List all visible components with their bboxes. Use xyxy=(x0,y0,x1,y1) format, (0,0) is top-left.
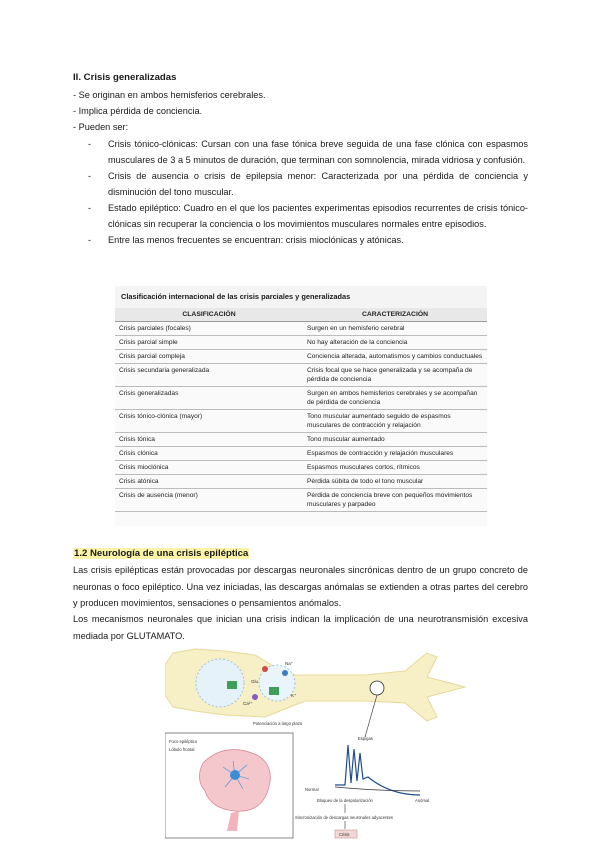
column-header: CARACTERIZACIÓN xyxy=(303,308,487,322)
table-row xyxy=(115,489,487,512)
ion-icon xyxy=(262,666,268,672)
characterization-cell: Tono muscular aumentado seguido de espasmos musculares de contracción y relajación xyxy=(303,410,487,433)
list-dash: - xyxy=(88,139,92,149)
foco-label: Foco epiléptico xyxy=(169,739,198,744)
list-item-text: Estado epiléptico: Cuadro en el que los pacientes experimentas episodios recurrentes de crisis tónico-clónicas sin recuperar la conciencia o los movimientos musculares normales entre episodios. xyxy=(108,203,528,229)
section-line: - Se originan en ambos hemisferios cerebrales. xyxy=(73,90,266,100)
receptor-icon xyxy=(227,681,237,689)
table-title: Clasificación internacional de las crisis parciales y generalizadas xyxy=(115,286,487,308)
classification-cell: Crisis secundaria generalizada xyxy=(115,364,303,387)
paragraph: Las crisis epilépticas están provocadas por descargas neuronales sincrónicas dentro de un grupo concreto de neuronas o foco epiléptico. Una vez iniciadas, las descargas anómalas se extienden a otras partes del cerebro y producen movimientos, sensaciones o pensamientos anómalos. xyxy=(73,565,528,608)
table-header-row xyxy=(115,308,487,322)
ltp-label: Potenciación a largo plazo xyxy=(253,721,303,726)
neuron-diagram xyxy=(165,645,470,840)
classification-table xyxy=(115,308,487,512)
characterization-cell: Pérdida de conciencia breve con pequeños movimientos musculares y parpadeo xyxy=(303,489,487,512)
table-row xyxy=(115,433,487,447)
table-row xyxy=(115,322,487,336)
section-title: II. Crisis generalizadas xyxy=(73,72,177,83)
spikes-label: Espigas xyxy=(358,736,373,741)
normal-label: Normal xyxy=(305,787,319,792)
table-row xyxy=(115,336,487,350)
list-item xyxy=(88,200,528,232)
na-label: Na⁺ xyxy=(285,661,294,666)
characterization-cell: Tono muscular aumentado xyxy=(303,433,487,447)
section-line: - Pueden ser: xyxy=(73,122,129,132)
classification-cell: Crisis mioclónica xyxy=(115,461,303,475)
ca-label: Ca²⁺ xyxy=(243,701,253,706)
list-item-text: Crisis de ausencia o crisis de epilepsia menor: Caracterizada por una pérdida de conciencia y disminución del tono muscular. xyxy=(108,171,528,197)
characterization-cell: Surgen en ambos hemisferios cerebrales y se acompañan de pérdida de conciencia xyxy=(303,387,487,410)
block-label: Bloqueo de la despolarización xyxy=(317,798,373,803)
table-row xyxy=(115,475,487,489)
abnormal-label: Anómal xyxy=(415,798,430,803)
classification-cell: Crisis parcial compleja xyxy=(115,350,303,364)
characterization-cell: Crisis focal que se hace generalizada y se acompaña de pérdida de conciencia xyxy=(303,364,487,387)
epileptic-mechanism-figure xyxy=(165,645,470,840)
electrode-icon xyxy=(370,681,384,695)
sync-label: Sincronización de descargas neuronales adyacentes xyxy=(295,815,394,820)
classification-cell: Crisis de ausencia (menor) xyxy=(115,489,303,512)
crisis-label: Crisis xyxy=(339,832,350,837)
normal-trace xyxy=(335,787,420,791)
characterization-cell: Espasmos de contracción y relajación musculares xyxy=(303,447,487,461)
classification-cell: Crisis tónico-clónica (mayor) xyxy=(115,410,303,433)
list-dash: - xyxy=(88,235,92,245)
list-dash: - xyxy=(88,203,92,213)
paragraph: Los mecanismos neuronales que inician una crisis indican la implicación de una neurotransmisión excesiva mediada por GLUTAMATO. xyxy=(73,614,528,641)
characterization-cell: Pérdida súbita de todo el tono muscular xyxy=(303,475,487,489)
classification-cell: Crisis generalizadas xyxy=(115,387,303,410)
characterization-cell: Surgen en un hemisferio cerebral xyxy=(303,322,487,336)
ion-icon xyxy=(252,694,258,700)
classification-cell: Crisis tónica xyxy=(115,433,303,447)
section-line: - Implica pérdida de conciencia. xyxy=(73,106,203,116)
classification-cell: Crisis parciales (focales) xyxy=(115,322,303,336)
subsection-title: 1.2 Neurología de una crisis epiléptica xyxy=(74,548,249,559)
list-dash: - xyxy=(88,171,92,181)
column-header: CLASIFICACIÓN xyxy=(115,308,303,322)
classification-table-figure xyxy=(115,286,487,526)
list-item xyxy=(88,136,528,168)
list-item xyxy=(88,232,528,248)
receptor-icon xyxy=(269,687,279,695)
list-item xyxy=(88,168,528,200)
characterization-cell: No hay alteración de la conciencia xyxy=(303,336,487,350)
classification-cell: Crisis atónica xyxy=(115,475,303,489)
list-item-text: Entre las menos frecuentes se encuentran: crisis mioclónicas y atónicas. xyxy=(108,235,404,245)
classification-cell: Crisis parcial simple xyxy=(115,336,303,350)
glu-label: Glu xyxy=(251,679,259,684)
list-item-text: Crisis tónico-clónicas: Cursan con una fase tónica breve seguida de una fase clónica con espasmos musculares de 3 a 5 minutos de duración, que terminan con somnolencia, mirada vidriosa y confusión. xyxy=(108,139,528,165)
table-row xyxy=(115,410,487,433)
k-label: K⁺ xyxy=(291,693,297,698)
table-body xyxy=(115,322,487,512)
crisis-type-list xyxy=(88,136,528,248)
ion-icon xyxy=(282,670,288,676)
characterization-cell: Espasmos musculares cortos, rítmicos xyxy=(303,461,487,475)
spike-trace xyxy=(335,745,420,795)
characterization-cell: Conciencia alterada, automatismos y cambios conductuales xyxy=(303,350,487,364)
table-row xyxy=(115,387,487,410)
table-row xyxy=(115,364,487,387)
table-row xyxy=(115,461,487,475)
lobulo-label: Lóbulo frontal xyxy=(169,747,195,752)
classification-cell: Crisis clónica xyxy=(115,447,303,461)
table-row xyxy=(115,350,487,364)
table-row xyxy=(115,447,487,461)
